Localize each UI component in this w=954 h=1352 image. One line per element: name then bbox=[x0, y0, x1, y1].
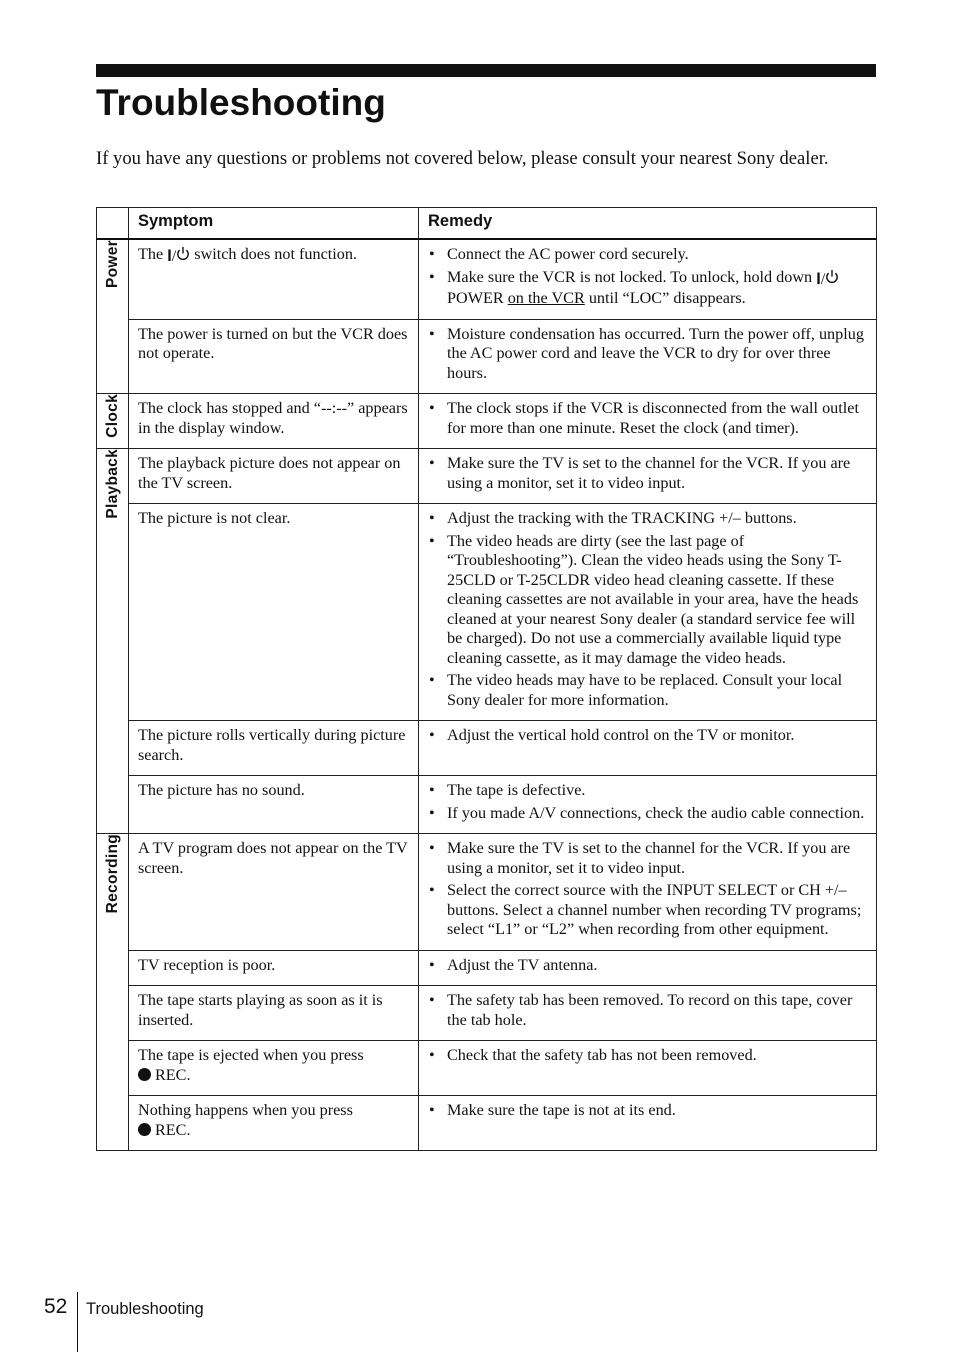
symptom-text: Nothing happens when you press bbox=[138, 1101, 353, 1119]
remedy-item: • The safety tab has been removed. To record on this tape, cover the tab hole. bbox=[429, 991, 853, 1029]
remedy-item: • Moisture condensation has occurred. Turn the power off, unplug the AC power cord and leave the VCR to dry for over three hours. bbox=[429, 324, 864, 382]
remedy-cell bbox=[419, 834, 877, 951]
power-switch-icon: I/ bbox=[816, 269, 839, 290]
record-dot-icon bbox=[138, 1068, 151, 1081]
remedy-cell bbox=[419, 986, 877, 1041]
header-remedy: Remedy bbox=[419, 208, 877, 240]
symptom-text-end: REC. bbox=[155, 1120, 191, 1139]
table-row bbox=[97, 1041, 877, 1096]
remedy-item: • Make sure the VCR is not locked. To unlock, hold down I/ POWER on the VCR until “LOC” disappears. bbox=[427, 268, 868, 309]
symptom-cell: The clock has stopped and “--:--” appears in the display window. bbox=[129, 394, 419, 449]
remedy-cell bbox=[419, 721, 877, 776]
footer-section-title: Troubleshooting bbox=[86, 1300, 204, 1318]
remedy-cell bbox=[419, 239, 877, 319]
remedy-item: • Adjust the TV antenna. bbox=[429, 955, 598, 974]
table-row bbox=[97, 776, 877, 834]
remedy-item: • The clock stops if the VCR is disconnected from the wall outlet for more than one minute. Reset the clock (and timer). bbox=[429, 399, 859, 437]
symptom-cell: The playback picture does not appear on the TV screen. bbox=[129, 449, 419, 504]
category-label: Playback bbox=[103, 449, 121, 519]
symptom-cell: The picture is not clear. bbox=[129, 504, 419, 721]
category-label: Clock bbox=[103, 394, 121, 438]
remedy-item: • The video heads may have to be replaced. Consult your local Sony dealer for more information. bbox=[429, 671, 843, 709]
category-label: Recording bbox=[103, 834, 121, 914]
power-switch-icon: I/ bbox=[167, 246, 190, 267]
category-power bbox=[97, 239, 129, 394]
symptom-text-end: switch does not function. bbox=[190, 245, 358, 263]
remedy-cell bbox=[419, 1096, 877, 1151]
remedy-item: • Make sure the tape is not at its end. bbox=[429, 1101, 676, 1119]
remedy-item: • Make sure the TV is set to the channel for the VCR. If you are using a monitor, set it to video input. bbox=[429, 839, 851, 877]
header-blank bbox=[97, 208, 129, 240]
remedy-item: • Adjust the vertical hold control on the TV or monitor. bbox=[429, 726, 795, 744]
category-clock bbox=[97, 394, 129, 449]
header-symptom: Symptom bbox=[129, 208, 419, 240]
table-row bbox=[97, 1096, 877, 1151]
remedy-cell bbox=[419, 776, 877, 834]
symptom-cell: A TV program does not appear on the TV screen. bbox=[129, 834, 419, 951]
category-playback bbox=[97, 449, 129, 834]
remedy-item: • Make sure the TV is set to the channel for the VCR. If you are using a monitor, set it to video input. bbox=[429, 454, 851, 492]
footer-divider bbox=[77, 1292, 78, 1352]
record-dot-icon bbox=[138, 1123, 151, 1136]
remedy-cell bbox=[419, 319, 877, 394]
table-row bbox=[97, 394, 877, 449]
table-row bbox=[97, 721, 877, 776]
remedy-cell bbox=[419, 449, 877, 504]
symptom-cell: The picture rolls vertically during picture search. bbox=[129, 721, 419, 776]
remedy-cell bbox=[419, 1041, 877, 1096]
remedy-item: • The video heads are dirty (see the last page of “Troubleshooting”). Clean the video heads using the Sony T-25CLD or T-25CLDR video head cleaning cassette. If these cleaning cassettes are not available in your area, have the heads cleaned at your nearest Sony dealer (a standard service fee will be charged). Do not use a commercially available liquid type cleaning cassette, as it may damage the video heads. bbox=[429, 531, 859, 667]
category-recording bbox=[97, 834, 129, 1151]
table-row bbox=[97, 504, 877, 721]
remedy-item: • Connect the AC power cord securely. bbox=[429, 245, 689, 263]
table-header-row bbox=[97, 208, 877, 240]
remedy-item: • Check that the safety tab has not been removed. bbox=[429, 1046, 757, 1064]
intro-text: If you have any questions or problems not covered below, please consult your nearest Sony dealer. bbox=[96, 148, 829, 169]
remedy-cell bbox=[419, 394, 877, 449]
remedy-item: • Adjust the tracking with the TRACKING +/– buttons. bbox=[429, 509, 797, 527]
page-title: Troubleshooting bbox=[96, 82, 386, 123]
remedy-cell bbox=[419, 504, 877, 721]
table-row bbox=[97, 950, 877, 986]
remedy-item: • The tape is defective. bbox=[429, 781, 586, 799]
remedy-item: • Select the correct source with the INPUT SELECT or CH +/– buttons. Select a channel number when recording TV programs; select “L1” or “L2” when recording from other equipment. bbox=[429, 881, 862, 938]
table-row bbox=[97, 449, 877, 504]
table-row bbox=[97, 319, 877, 394]
remedy-item: • If you made A/V connections, check the audio cable connection. bbox=[429, 803, 865, 822]
troubleshooting-table bbox=[96, 207, 877, 1151]
symptom-cell: TV reception is poor. bbox=[129, 950, 419, 986]
symptom-text: The tape is ejected when you press bbox=[138, 1046, 364, 1064]
table-row bbox=[97, 239, 877, 319]
remedy-cell bbox=[419, 950, 877, 986]
symptom-cell bbox=[129, 1041, 419, 1096]
symptom-text: The bbox=[138, 245, 168, 263]
symptom-text-end: REC. bbox=[155, 1065, 191, 1084]
table-row bbox=[97, 834, 877, 951]
category-label: Power bbox=[103, 240, 121, 289]
page-number: 52 bbox=[44, 1295, 68, 1318]
symptom-cell bbox=[129, 1096, 419, 1151]
symptom-cell: The picture has no sound. bbox=[129, 776, 419, 834]
symptom-cell bbox=[129, 239, 419, 319]
table-row bbox=[97, 986, 877, 1041]
symptom-cell: The power is turned on but the VCR does not operate. bbox=[129, 319, 419, 394]
symptom-cell: The tape starts playing as soon as it is inserted. bbox=[129, 986, 419, 1041]
title-rule bbox=[96, 64, 876, 77]
